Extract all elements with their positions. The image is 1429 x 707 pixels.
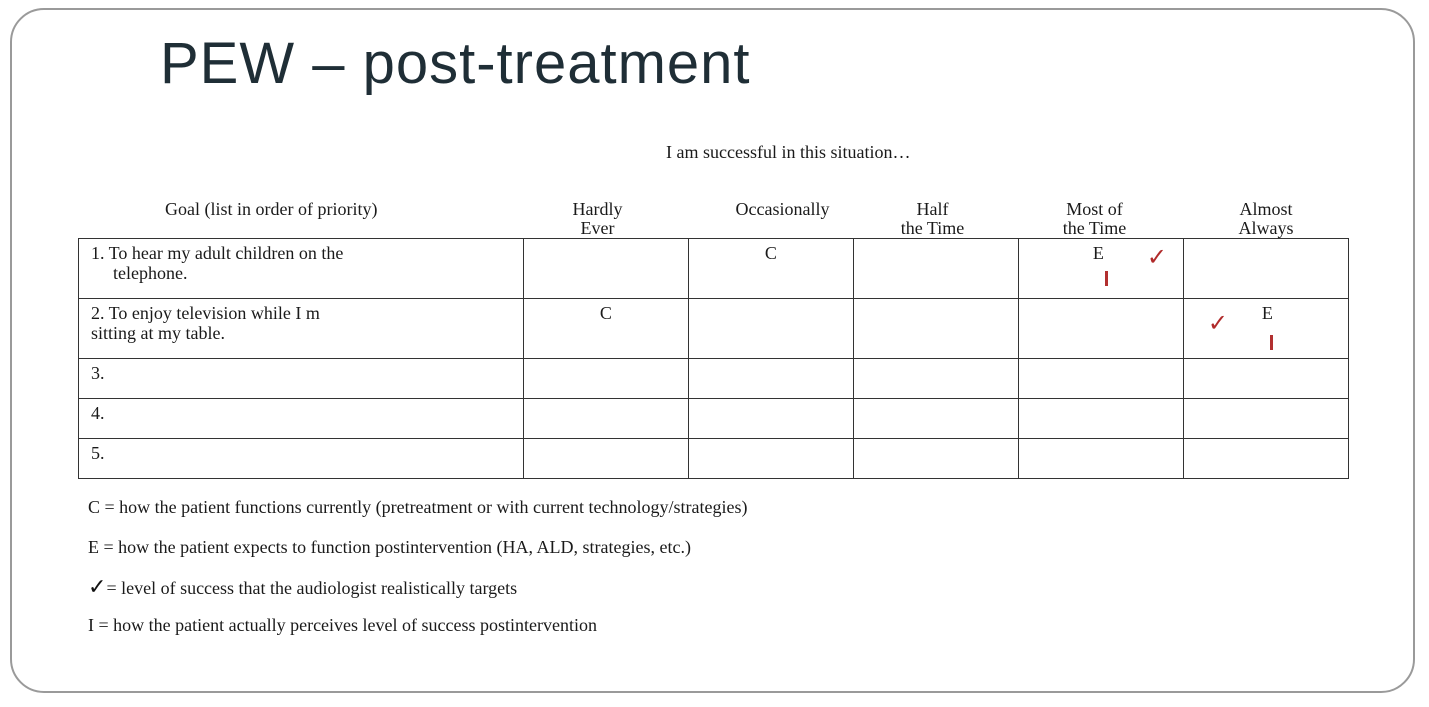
goal-cell: 1. To hear my adult children on the telephone. <box>79 239 524 299</box>
scale-subtitle: I am successful in this situation… <box>666 142 911 162</box>
column-header-occasionally: Occasionally <box>735 199 830 219</box>
goals-table <box>78 238 1349 479</box>
cell-occasionally <box>688 299 853 359</box>
table-row <box>79 399 1349 439</box>
cell-hardly-ever <box>523 299 688 359</box>
legend-expected: E = how the patient expects to function postintervention (HA, ALD, strategies, etc.) <box>88 537 691 557</box>
column-header-goal: Goal (list in order of priority) <box>165 199 378 219</box>
goal-cell: 3. <box>79 359 524 399</box>
cell-hardly-ever <box>523 239 688 299</box>
cell-almost-always <box>1183 239 1348 299</box>
expected-mark: E <box>1092 243 1104 263</box>
cell-half-time <box>853 299 1018 359</box>
current-mark: C <box>599 303 612 323</box>
cell-occasionally <box>688 239 853 299</box>
check-mark-icon: ✓ <box>1207 311 1229 337</box>
cell-half-time <box>853 239 1018 299</box>
check-mark-icon: ✓ <box>88 574 107 599</box>
goal-cell: 2. To enjoy television while I m sitting at my table. <box>79 299 524 359</box>
legend-current: C = how the patient functions currently (pretreatment or with current technology/strategies) <box>88 497 748 517</box>
table-row <box>79 239 1349 299</box>
cell-most-time <box>1018 239 1183 299</box>
legend-target: ✓= level of success that the audiologist realistically targets <box>88 574 518 599</box>
goal-cell: 4. <box>79 399 524 439</box>
column-header-hardly-ever: Hardly Ever <box>572 199 623 238</box>
goal-cell: 5. <box>79 439 524 479</box>
check-mark-icon: ✓ <box>1146 245 1168 271</box>
perceived-mark-icon <box>1105 271 1108 286</box>
cell-most-time <box>1018 299 1183 359</box>
column-header-most-time: Most of the Time <box>1062 199 1127 238</box>
current-mark: C <box>764 243 777 263</box>
column-header-half-time: Half the Time <box>900 199 965 238</box>
expected-mark: E <box>1261 303 1273 323</box>
column-header-almost-always: Almost Always <box>1238 199 1294 238</box>
perceived-mark-icon <box>1270 335 1273 350</box>
table-row <box>79 299 1349 359</box>
slide-title: PEW – post-treatment <box>160 31 751 96</box>
legend-perceived: I = how the patient actually perceives level of success postintervention <box>88 615 597 635</box>
cell-almost-always <box>1183 299 1348 359</box>
table-row <box>79 359 1349 399</box>
table-row <box>79 439 1349 479</box>
